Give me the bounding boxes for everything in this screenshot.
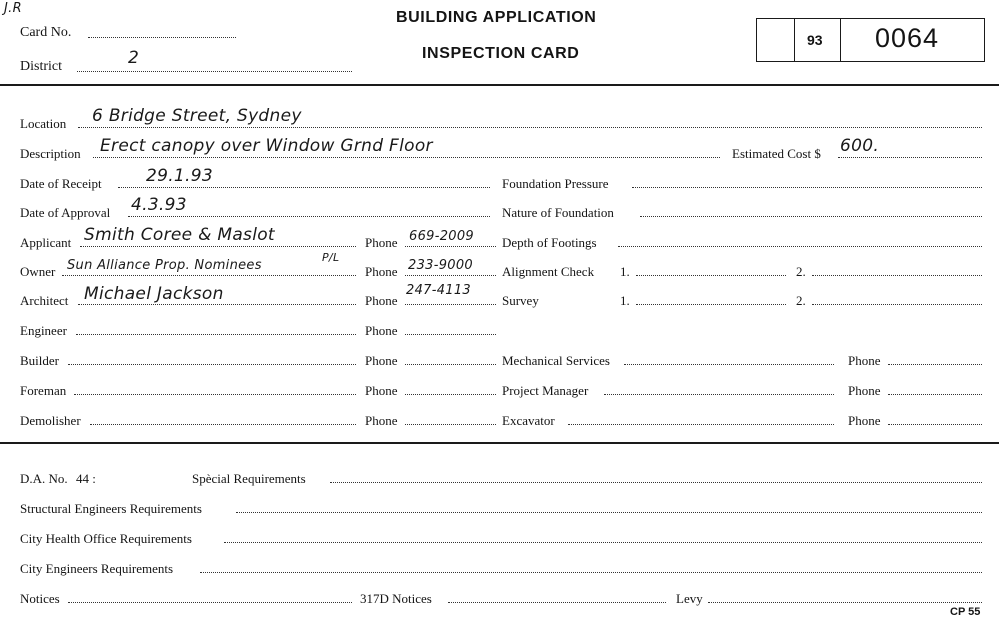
depth-footings-line[interactable] [618,245,982,247]
engineer-phone-line[interactable] [405,333,496,335]
owner-value: Sun Alliance Prop. Nominees [67,258,262,273]
card-number: 0064 [875,23,940,53]
builder-label: Builder [20,353,59,368]
engineer-label: Engineer [20,323,67,338]
date-approval-label: Date of Approval [20,205,111,220]
requirements-divider [0,442,999,444]
builder-line[interactable] [68,363,356,365]
owner-label: Owner [20,264,56,279]
structural-requirements-label: Structural Engineers Requirements [20,501,202,516]
description-value: Erect canopy over Window Grnd Floor [100,136,433,156]
card-no-line[interactable] [88,36,236,38]
project-manager-phone-label: Phone [848,383,881,398]
demolisher-line[interactable] [90,423,356,425]
foreman-phone-label: Phone [365,383,398,398]
builder-phone-label: Phone [365,353,398,368]
owner-phone-label: Phone [365,264,398,279]
survey-2-label: 2. [796,293,806,308]
location-value: 6 Bridge Street, Sydney [92,106,302,126]
applicant-value: Smith Coree & Maslot [84,225,275,245]
location-label: Location [20,116,67,131]
architect-phone-line[interactable] [405,303,496,305]
engineer-phone-label: Phone [365,323,398,338]
da-no-label: D.A. No. [20,471,68,486]
estimated-cost-line[interactable] [838,156,982,158]
form-code: CP 55 [950,606,981,618]
project-manager-phone-line[interactable] [888,393,982,395]
foundation-pressure-label: Foundation Pressure [502,176,609,191]
city-engineers-requirements-line[interactable] [200,571,982,573]
survey-1-label: 1. [620,293,630,308]
district-line[interactable] [77,70,352,72]
alignment-check-1-label: 1. [620,264,630,279]
excavator-phone-line[interactable] [888,423,982,425]
special-requirements-label: Spècial Requirements [192,471,306,486]
alignment-check-label: Alignment Check [502,264,595,279]
box-divider-1 [794,19,795,61]
estimated-cost-value: 600. [840,136,880,156]
levy-label: Levy [676,591,703,606]
mechanical-phone-line[interactable] [888,363,982,365]
excavator-phone-label: Phone [848,413,881,428]
project-manager-line[interactable] [604,393,834,395]
form-title-line2: INSPECTION CARD [422,45,580,62]
initials-handwritten: J.R [4,1,22,16]
excavator-label: Excavator [502,413,555,428]
district-label: District [20,59,62,74]
structural-requirements-line[interactable] [236,511,982,513]
alignment-check-1-line[interactable] [636,274,786,276]
applicant-phone-value: 669-2009 [409,229,474,244]
architect-phone-value: 247-4113 [406,283,471,298]
district-value: 2 [128,48,140,68]
mechanical-services-label: Mechanical Services [502,353,610,368]
card-no-label: Card No. [20,25,72,40]
form-title-line1: BUILDING APPLICATION [396,9,597,26]
applicant-label: Applicant [20,235,72,250]
demolisher-label: Demolisher [20,413,81,428]
demolisher-phone-line[interactable] [405,423,496,425]
box-divider-2 [840,19,841,61]
mechanical-phone-label: Phone [848,353,881,368]
project-manager-label: Project Manager [502,383,589,398]
date-approval-value: 4.3.93 [131,195,187,215]
notices-line[interactable] [68,601,352,603]
special-requirements-line[interactable] [330,481,982,483]
architect-label: Architect [20,293,69,308]
mechanical-services-line[interactable] [624,363,834,365]
architect-phone-label: Phone [365,293,398,308]
applicant-line[interactable] [80,245,356,247]
notices-317d-label: 317D Notices [360,591,432,606]
levy-line[interactable] [708,601,982,603]
foreman-line[interactable] [74,393,356,395]
foundation-pressure-line[interactable] [632,186,982,188]
date-receipt-label: Date of Receipt [20,176,102,191]
foreman-phone-line[interactable] [405,393,496,395]
owner-phone-value: 233-9000 [408,258,473,273]
health-requirements-line[interactable] [224,541,982,543]
nature-foundation-label: Nature of Foundation [502,205,614,220]
card-year: 93 [807,32,823,48]
applicant-phone-label: Phone [365,235,398,250]
location-line[interactable] [78,126,982,128]
excavator-line[interactable] [568,423,834,425]
date-receipt-line[interactable] [118,186,490,188]
date-approval-line[interactable] [128,215,490,217]
alignment-check-2-line[interactable] [812,274,982,276]
owner-note: P/L [322,251,340,264]
da-no-value: 44 : [76,471,96,486]
health-requirements-label: City Health Office Requirements [20,531,192,546]
alignment-check-2-label: 2. [796,264,806,279]
description-label: Description [20,146,81,161]
architect-value: Michael Jackson [84,284,224,304]
depth-footings-label: Depth of Footings [502,235,597,250]
header-divider [0,84,999,86]
estimated-cost-label: Estimated Cost $ [732,146,821,161]
survey-2-line[interactable] [812,303,982,305]
card-number-box [756,18,985,62]
survey-label: Survey [502,293,539,308]
description-line[interactable] [93,156,720,158]
builder-phone-line[interactable] [405,363,496,365]
engineer-line[interactable] [76,333,356,335]
notices-317d-line[interactable] [448,601,666,603]
date-receipt-value: 29.1.93 [146,166,213,186]
survey-1-line[interactable] [636,303,786,305]
city-engineers-requirements-label: City Engineers Requirements [20,561,174,576]
demolisher-phone-label: Phone [365,413,398,428]
foreman-label: Foreman [20,383,67,398]
nature-foundation-line[interactable] [640,215,982,217]
notices-label: Notices [20,591,60,606]
